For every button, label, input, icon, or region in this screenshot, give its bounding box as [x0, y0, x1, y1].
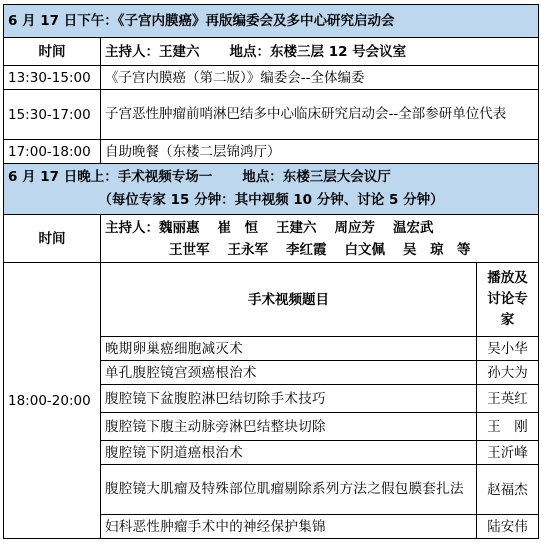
- section2-subtitle: （每位专家 15 分钟：其中视频 10 分钟、讨论 5 分钟）: [98, 192, 444, 208]
- talk-topic: 晚期卵巢癌细胞减灭术: [101, 337, 477, 361]
- talk-topic: 单孔腹腔镜宫颈癌根治术: [101, 361, 477, 385]
- section1-title: 6 月 17 日下午：《子宫内膜癌》再版编委会及多中心研究启动会: [4, 5, 539, 38]
- session-time: 18:00-20:00: [4, 263, 101, 539]
- schedule-content: 《子宫内膜癌（第二版）》编委会--全体编委: [101, 66, 539, 90]
- host-name: 崔 恒: [217, 219, 258, 236]
- host-name: 王世军: [169, 241, 210, 258]
- video-header-row: [4, 263, 539, 337]
- schedule-content: 自助晚餐（东楼二层锦鸿厅）: [101, 140, 539, 164]
- host-name: 白文佩: [344, 241, 385, 258]
- host-name: 周应芳: [334, 219, 375, 236]
- talk-topic: 腹腔镜下阴道癌根治术: [101, 441, 477, 465]
- schedule-content: 子宫恶性肿瘤前哨淋巴结多中心临床研究启动会--全部参研单位代表: [101, 90, 539, 140]
- section2-title-row: [4, 164, 539, 215]
- host-name: 王建六: [276, 219, 317, 236]
- talk-speaker: 赵福杰: [477, 465, 539, 515]
- time-header: 时间: [4, 38, 101, 66]
- schedule-row: [4, 140, 539, 164]
- schedule-time: 13:30-15:00: [4, 66, 101, 90]
- schedule-row: [4, 90, 539, 140]
- host-name: 主持人：魏丽惠: [105, 219, 200, 236]
- time-header: 时间: [4, 215, 101, 263]
- schedule-time: 15:30-17:00: [4, 90, 101, 140]
- talk-speaker: 王 刚: [477, 413, 539, 441]
- section1-host-location: [101, 38, 539, 66]
- talk-speaker: 王英红: [477, 385, 539, 413]
- host-name: 李红霞: [286, 241, 327, 258]
- talk-topic: 腹腔镜大肌瘤及特殊部位肌瘤剔除系列方法之假包膜套扎法: [101, 465, 477, 515]
- talk-speaker: 孙大为: [477, 361, 539, 385]
- agenda-table: [3, 4, 539, 539]
- section2-title-cell: [4, 164, 539, 215]
- talk-speaker: 吴小华: [477, 337, 539, 361]
- schedule-row: [4, 66, 539, 90]
- section2-location: 地点：东楼三层大会议厅: [242, 169, 391, 185]
- section1-title-row: [4, 5, 539, 38]
- section1-host: 主持人：王建六: [105, 43, 200, 60]
- section2-title: 6 月 17 日晚上：手术视频专场一: [8, 169, 213, 185]
- section1-header-row: [4, 38, 539, 66]
- host-name: 吴 琼 等: [403, 241, 471, 258]
- talk-topic: 腹腔镜下腹主动脉旁淋巴结整块切除: [101, 413, 477, 441]
- topic-header: 手术视频题目: [101, 263, 477, 337]
- talk-speaker: 王沂峰: [477, 441, 539, 465]
- talk-topic: 妇科恶性肿瘤手术中的神经保护集锦: [101, 515, 477, 539]
- speaker-header: 播放及讨论专家: [477, 263, 539, 337]
- section1-location: 地点：东楼三层 12 号会议室: [229, 43, 407, 60]
- schedule-time: 17:00-18:00: [4, 140, 101, 164]
- host-name: 温宏武: [393, 219, 434, 236]
- host-name: 王永军: [227, 241, 268, 258]
- section2-hosts: [101, 215, 539, 263]
- talk-speaker: 陆安伟: [477, 515, 539, 539]
- talk-topic: 腹腔镜下盆腹腔淋巴结切除手术技巧: [101, 385, 477, 413]
- section2-host-row: [4, 215, 539, 263]
